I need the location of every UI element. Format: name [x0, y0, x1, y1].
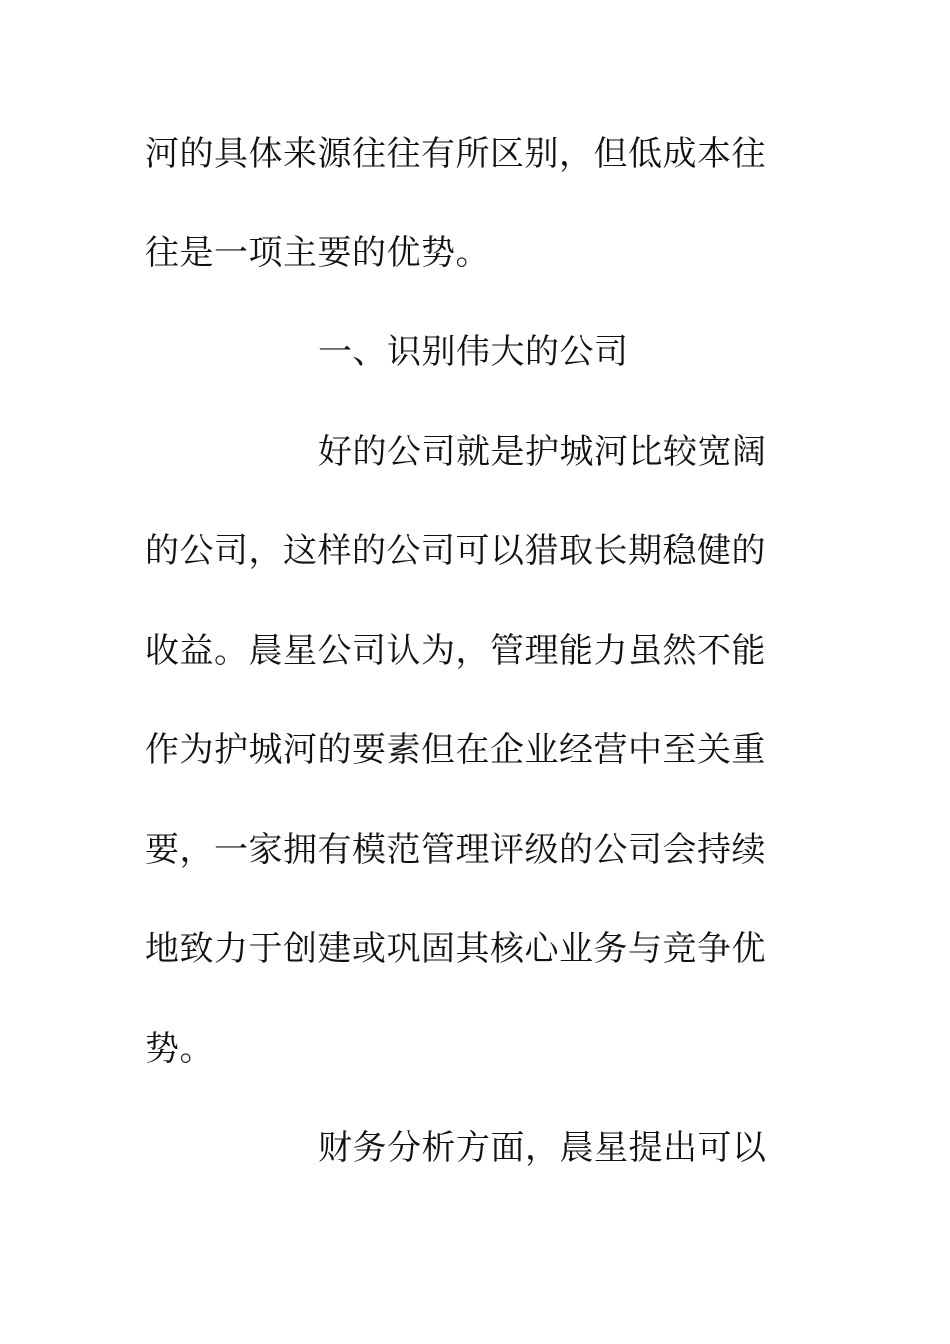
text-line: 势。 — [145, 1029, 214, 1069]
text-line: 的公司，这样的公司可以猎取长期稳健的 — [145, 531, 766, 571]
text-line: 财务分析方面，晨星提出可以 — [318, 1128, 767, 1168]
text-line: 往是一项主要的优势。 — [145, 233, 490, 273]
section-heading: 一、识别伟大的公司 — [318, 332, 629, 372]
text-line: 要，一家拥有模范管理评级的公司会持续 — [145, 830, 766, 870]
text-line: 好的公司就是护城河比较宽阔 — [318, 432, 767, 472]
text-line: 河的具体来源往往有所区别，但低成本往 — [145, 134, 766, 174]
text-line: 收益。晨星公司认为，管理能力虽然不能 — [145, 631, 766, 671]
text-line: 作为护城河的要素但在企业经营中至关重 — [145, 730, 766, 770]
text-line: 地致力于创建或巩固其核心业务与竞争优 — [145, 929, 766, 969]
